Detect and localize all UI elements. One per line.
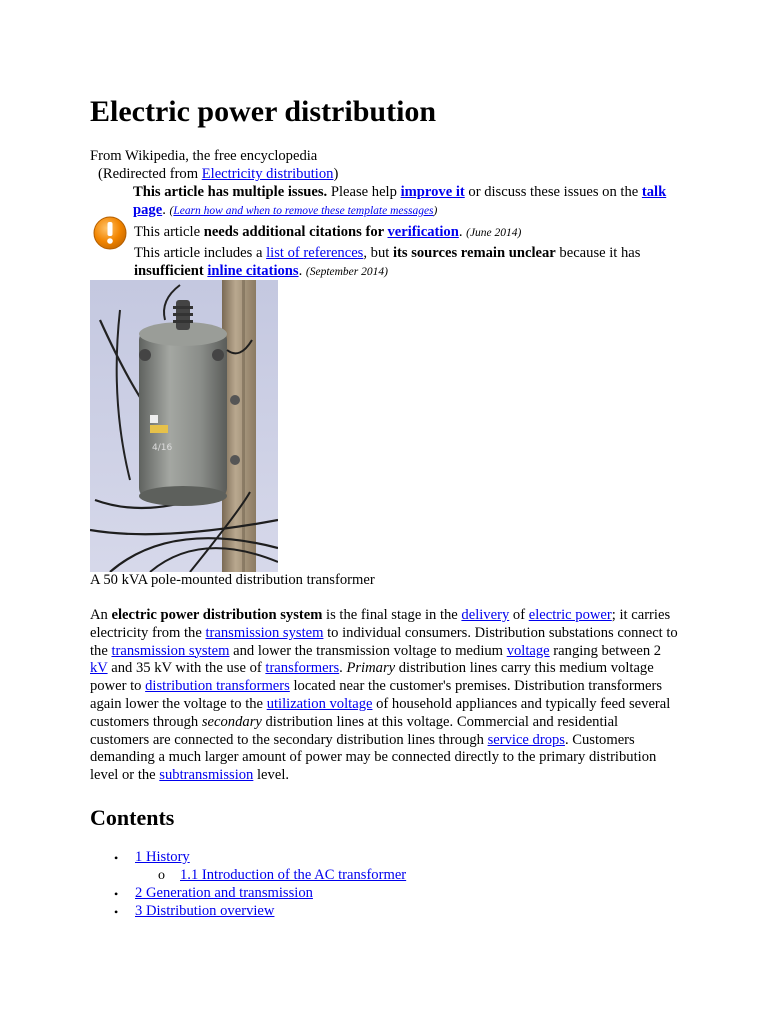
list-of-references-link[interactable]: list of references xyxy=(266,245,364,261)
citations-bold: needs additional citations for xyxy=(203,224,388,240)
issues-heading-bold: This article has multiple issues. xyxy=(133,184,328,200)
intro-italic: Primary xyxy=(346,660,396,677)
intro-bold-term: electric power distribution system xyxy=(111,607,323,623)
intro-text: ranging between 2 xyxy=(549,642,662,659)
intro-text: distribution lines carry this medium voltage power to xyxy=(90,660,654,695)
issues-heading xyxy=(133,183,678,220)
transformer-image[interactable] xyxy=(90,280,278,572)
link-voltage[interactable]: voltage xyxy=(506,642,550,659)
intro-text: ; it carries electricity from the xyxy=(90,607,671,641)
talk-page-link[interactable]: talk page xyxy=(133,184,667,218)
link-service-drops[interactable]: service drops xyxy=(487,731,565,748)
inline-citations-link[interactable]: inline citations xyxy=(207,263,299,279)
learn-close: ) xyxy=(433,205,438,217)
toc-bullet: • xyxy=(114,905,119,919)
redirect-link[interactable]: Electricity distribution xyxy=(201,166,334,182)
citations-end: . xyxy=(458,224,467,240)
intro-text: of household appliances and typically feed several customers through xyxy=(90,695,671,730)
learn-open: ( xyxy=(169,205,174,217)
issues-heading-end: . xyxy=(162,202,170,218)
learn-note xyxy=(169,205,437,217)
intro-text: distribution lines at this voltage. Commercial and residential customers are connected to the secondary distribution lines through xyxy=(90,713,619,748)
link-distribution-transformers[interactable]: distribution transformers xyxy=(145,678,290,695)
intro-text: . xyxy=(339,660,347,677)
intro-text: is the final stage in the xyxy=(322,607,462,623)
redirect-notice xyxy=(98,165,338,183)
issues-heading-text: Please help xyxy=(327,184,401,200)
intro-text: and 35 kV with the use of xyxy=(107,660,266,677)
figure-caption: A 50 kVA pole-mounted distribution transformer xyxy=(90,572,375,588)
citations-date: (June 2014) xyxy=(466,227,522,239)
toc-item-ac-transformer[interactable]: 1.1 Introduction of the AC transformer xyxy=(180,867,407,883)
intro-text: and lower the transmission voltage to medium xyxy=(229,642,507,659)
intro-paragraph xyxy=(90,607,680,785)
toc-item-history[interactable]: 1 History xyxy=(135,849,190,865)
refs-mid: , but xyxy=(363,245,393,261)
citations-issue xyxy=(134,223,679,242)
verification-link[interactable]: verification xyxy=(387,224,459,240)
tagline: From Wikipedia, the free encyclopedia xyxy=(90,148,318,164)
page-title: Electric power distribution xyxy=(90,95,437,128)
link-kv[interactable]: kV xyxy=(90,660,108,677)
intro-text: to individual consumers. Distribution substations connect to the xyxy=(90,624,678,659)
link-utilization-voltage[interactable]: utilization voltage xyxy=(266,695,373,712)
svg-text:4/16: 4/16 xyxy=(152,443,173,453)
link-transmission-system[interactable]: transmission system xyxy=(205,624,324,641)
intro-text: located near the customer's premises. Distribution transformers again lower the voltage to the xyxy=(90,678,663,712)
refs-mid2: because it has xyxy=(555,245,641,261)
refs-bold2: insufficient xyxy=(134,263,208,279)
link-electric-power[interactable]: electric power xyxy=(528,607,612,623)
link-delivery[interactable]: delivery xyxy=(461,607,510,623)
redirect-suffix: ) xyxy=(333,166,339,182)
link-subtransmission[interactable]: subtransmission xyxy=(159,767,254,784)
intro-text: An xyxy=(90,607,112,623)
toc-item-distribution-overview[interactable]: 3 Distribution overview xyxy=(135,903,275,919)
refs-date: (September 2014) xyxy=(305,266,388,278)
warning-icon xyxy=(92,215,128,251)
refs-end: . xyxy=(298,263,306,279)
contents-heading: Contents xyxy=(90,805,175,830)
toc-bullet: • xyxy=(114,887,119,901)
toc-bullet: • xyxy=(114,851,119,865)
refs-bold: its sources remain unclear xyxy=(392,245,556,261)
intro-text: of xyxy=(509,607,529,623)
toc-sub-bullet: o xyxy=(158,868,165,883)
issues-heading-text2: or discuss these issues on the xyxy=(464,184,642,200)
link-transformers[interactable]: transformers xyxy=(265,660,340,677)
references-issue xyxy=(134,244,679,281)
intro-text: level. xyxy=(253,767,290,784)
link-transmission-system-2[interactable]: transmission system xyxy=(111,642,230,659)
intro-text: . Customers demanding a much larger amount of power may be connected directly to the primary distribution level or the xyxy=(90,731,657,784)
redirect-prefix: (Redirected from xyxy=(98,166,202,182)
toc-item-generation[interactable]: 2 Generation and transmission xyxy=(135,885,313,901)
refs-pre: This article includes a xyxy=(134,245,267,261)
improve-link[interactable]: improve it xyxy=(400,184,465,200)
intro-italic: secondary xyxy=(201,713,262,730)
learn-link[interactable]: Learn how and when to remove these template messages xyxy=(173,205,434,217)
citations-pre: This article xyxy=(134,224,204,240)
